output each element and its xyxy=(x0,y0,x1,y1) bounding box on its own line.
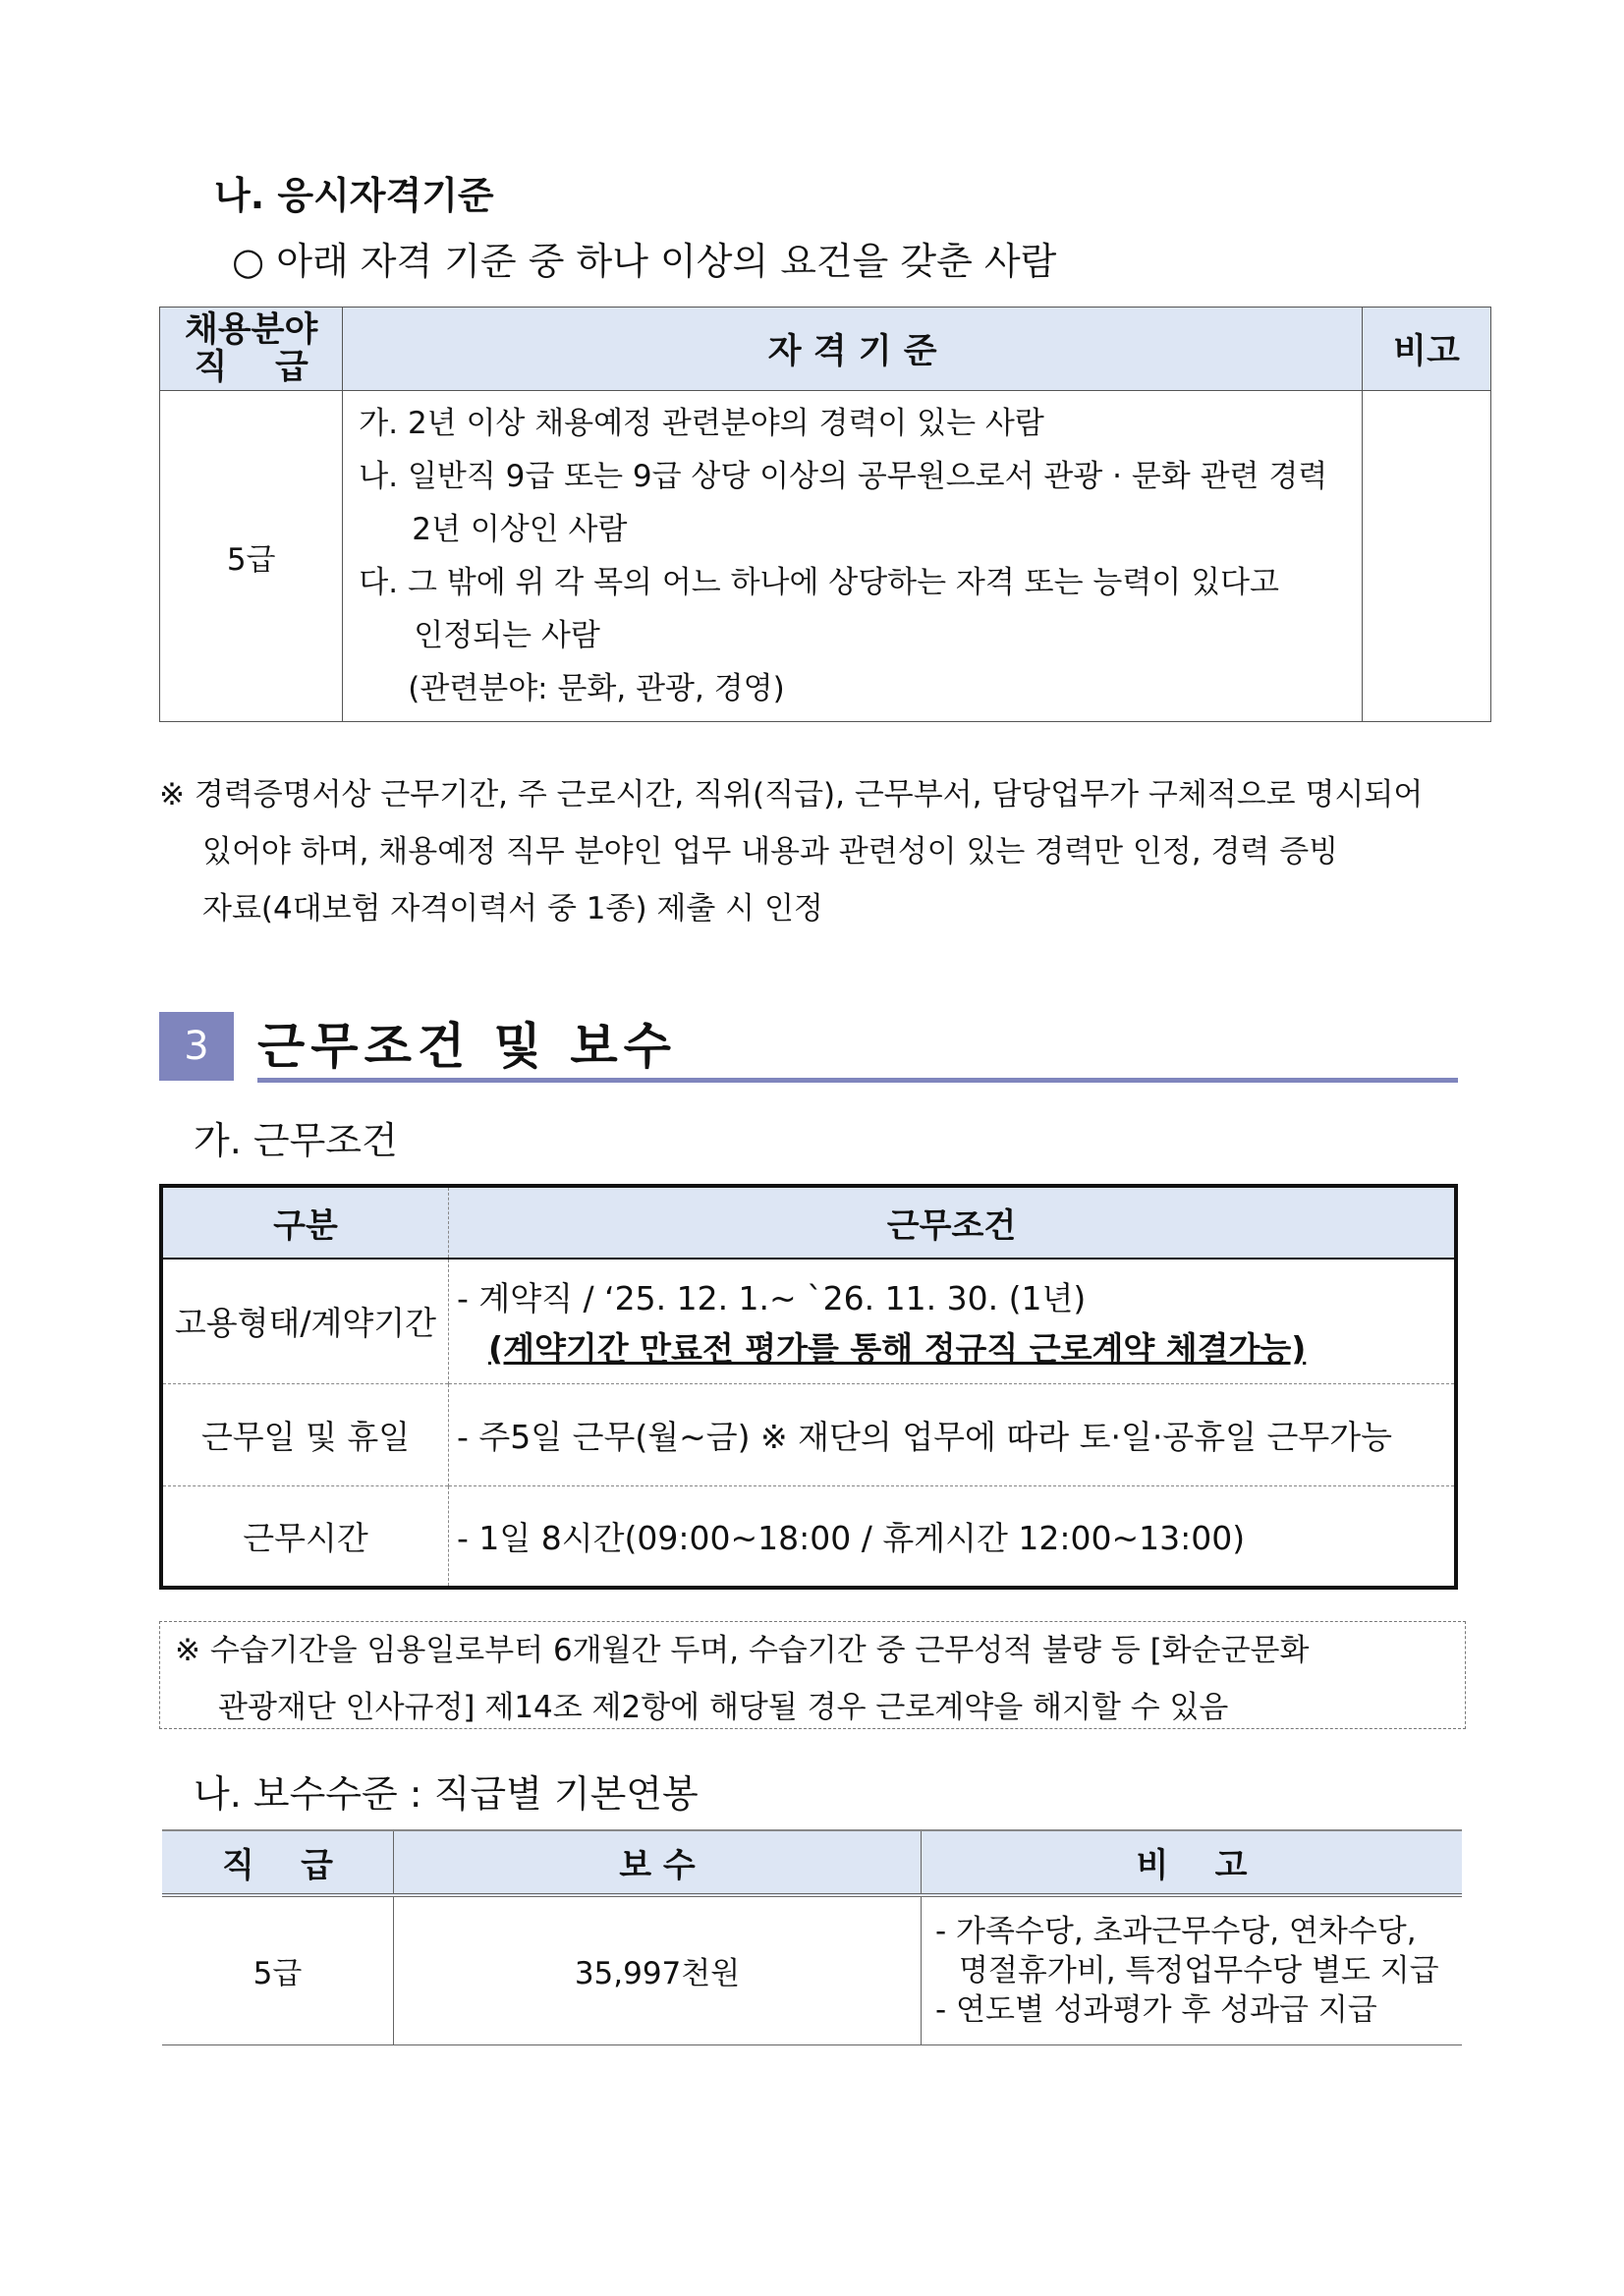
grade-cell: 5급 xyxy=(160,391,343,722)
subheading-work-conditions: 가. 근무조건 xyxy=(194,1119,398,1162)
career-note-line: ※ 경력증명서상 근무기간, 주 근로시간, 직위(직급), 근무부서, 담당업무가 구체적으로 명시되어 xyxy=(159,777,1424,812)
criteria-line: (관련분야: 문화, 관광, 경영) xyxy=(408,671,785,706)
criteria-line: 2년 이상인 사람 xyxy=(412,512,628,547)
qualification-intro-line: ○ 아래 자격 기준 중 하나 이상의 요건을 갖춘 사람 xyxy=(232,240,1057,283)
header-field-line1: 채용분야 xyxy=(185,310,318,350)
note-cell xyxy=(1362,391,1490,722)
header-pay: 보 수 xyxy=(394,1830,922,1895)
career-note-line: 있어야 하며, 채용예정 직무 분야인 업무 내용과 관련성이 있는 경력만 인정, 경력 증빙 xyxy=(202,834,1339,869)
pay-amount-cell: 35,997천원 xyxy=(394,1895,922,2044)
row-value-workdays: - 주5일 근무(월~금) ※ 재단의 업무에 따라 토·일·공휴일 근무가능 xyxy=(449,1383,1457,1485)
criteria-line: 가. 2년 이상 채용예정 관련분야의 경력이 있는 사람 xyxy=(359,406,1044,441)
header-field-line2: 직 급 xyxy=(194,348,308,387)
row-label-employment: 고용형태/계약기간 xyxy=(161,1259,449,1383)
pay-grade-cell: 5급 xyxy=(162,1895,394,2044)
row-value-employment xyxy=(449,1259,1457,1383)
probation-note-line: 관광재단 인사규정] 제14조 제2항에 해당될 경우 근로계약을 해지할 수 있음 xyxy=(218,1690,1229,1725)
section-heading-qualification: 나. 응시자격기준 xyxy=(214,174,494,217)
criteria-line: 나. 일반직 9급 또는 9급 상당 이상의 공무원으로서 관광 · 문화 관련 경력 xyxy=(359,459,1328,494)
row-label-hours: 근무시간 xyxy=(161,1485,449,1588)
employment-line-emphasis: (계약기간 만료전 평가를 통해 정규직 근로계약 체결가능) xyxy=(488,1328,1307,1368)
header-remarks: 비 고 xyxy=(922,1830,1463,1895)
header-field-grade xyxy=(160,308,343,391)
criteria-line: 인정되는 사람 xyxy=(414,618,600,653)
qualification-table xyxy=(159,307,1491,722)
career-note xyxy=(159,766,1505,937)
section-number-badge: 3 xyxy=(159,1012,234,1081)
remarks-line: - 연도별 성과평가 후 성과급 지급 xyxy=(935,1991,1377,2028)
section-title: 근무조건 및 보수 xyxy=(257,1018,677,1075)
header-category: 구분 xyxy=(161,1186,449,1259)
header-grade: 직 급 xyxy=(162,1830,394,1895)
row-label-workdays: 근무일 및 휴일 xyxy=(161,1383,449,1485)
criteria-line: 다. 그 밖에 위 각 목의 어느 하나에 상당하는 자격 또는 능력이 있다고 xyxy=(359,565,1279,600)
pay-table xyxy=(162,1829,1462,2045)
probation-note-line: ※ 수습기간을 임용일로부터 6개월간 두며, 수습기간 중 근무성적 불량 등 [화순군문화 xyxy=(175,1633,1310,1668)
career-note-line: 자료(4대보험 자격이력서 중 1종) 제출 시 인정 xyxy=(202,891,823,926)
header-criteria: 자 격 기 준 xyxy=(343,308,1363,391)
header-note: 비고 xyxy=(1362,308,1490,391)
pay-remarks-cell xyxy=(922,1895,1463,2044)
row-value-hours: - 1일 8시간(09:00~18:00 / 휴게시간 12:00~13:00) xyxy=(449,1485,1457,1588)
criteria-cell xyxy=(343,391,1363,722)
work-conditions-table xyxy=(159,1184,1458,1590)
subheading-pay: 나. 보수수준 : 직급별 기본연봉 xyxy=(194,1772,699,1816)
section-title-rule xyxy=(257,1078,1458,1083)
remarks-line: - 가족수당, 초과근무수당, 연차수당, xyxy=(935,1913,1417,1949)
remarks-line: 명절휴가비, 특정업무수당 별도 지급 xyxy=(959,1952,1439,1988)
probation-note xyxy=(175,1622,1309,1736)
employment-line: - 계약직 / ‘25. 12. 1.~ `26. 11. 30. (1년) xyxy=(457,1278,1087,1317)
header-conditions: 근무조건 xyxy=(449,1186,1457,1259)
